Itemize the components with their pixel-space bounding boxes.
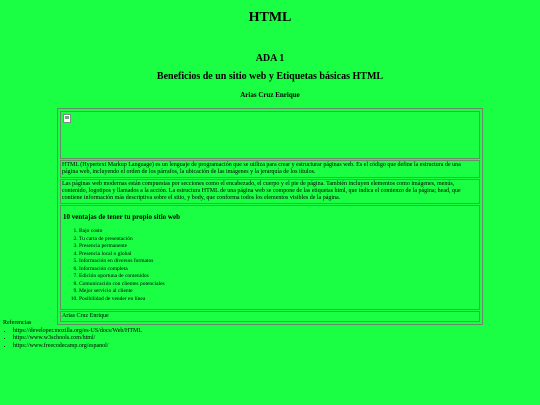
- page-heading: Beneficios de un sitio web y Etiquetas básicas HTML: [156, 71, 384, 82]
- broken-image-icon: [63, 114, 71, 123]
- list-item: 7. Edición oportuna de contenidos: [79, 273, 477, 281]
- reference-link[interactable]: • https://www.freecodecamp.org/espanol/: [13, 343, 142, 351]
- list-item: 6. Información completa: [79, 266, 477, 274]
- advantages-list: [63, 228, 477, 303]
- image-cell: [60, 111, 480, 159]
- advantages-cell: [60, 205, 480, 310]
- list-item: 5. Información en diversos formatos: [79, 258, 477, 266]
- list-item: 10. Posibilidad de vender en línea: [79, 296, 477, 304]
- reference-link[interactable]: • https://www.w3schools.com/html/: [13, 335, 142, 343]
- html-definition-cell: HTML (Hypertext Markup Language) es un lenguaje de programación que se utiliza para crear y estructurar páginas web. Es el código que define la estructura de una página web, incluyendo el orden de los párrafos, la ubicación de las imágenes y la jerarquía de los títulos.: [60, 160, 480, 178]
- content-table: [57, 108, 483, 325]
- page-structure-cell: Las páginas web modernas están compuestas por secciones como el encabezado, el cuerpo y el pie de página. También incluyen elementos como imágenes, menús, contenido, logotipos y llamados a la acción. La estructura HTML de una página web se compone de las etiquetas html, que indica el comienzo de la página; head, que contiene información más descriptiva sobre el sitio, y body, que conforma todos los elementos visibles de la página.: [60, 179, 480, 204]
- footer-author-cell: Arias Cruz Enrique: [60, 311, 480, 322]
- references-label: Referencias: [3, 320, 32, 326]
- page-title: HTML: [248, 10, 292, 25]
- references-section: [3, 320, 142, 350]
- references-list: [3, 328, 142, 351]
- list-item: 2. Tu carta de presentación: [79, 236, 477, 244]
- list-item: 3. Presencia permanente: [79, 243, 477, 251]
- list-item: 9. Mejor servicio al cliente: [79, 288, 477, 296]
- reference-link[interactable]: • https://developer.mozilla.org/es-US/docs/Web/HTML: [13, 328, 142, 336]
- advantages-heading: 10 ventajas de tener tu propio sitio web: [63, 213, 180, 221]
- list-item: 8. Comunicación con clientes potenciales: [79, 281, 477, 289]
- ada-label: ADA 1: [255, 53, 285, 64]
- list-item: 4. Presencia local o global: [79, 251, 477, 259]
- list-item: 1. Bajo costo: [79, 228, 477, 236]
- author-name: Arias Cruz Enrique: [240, 91, 300, 99]
